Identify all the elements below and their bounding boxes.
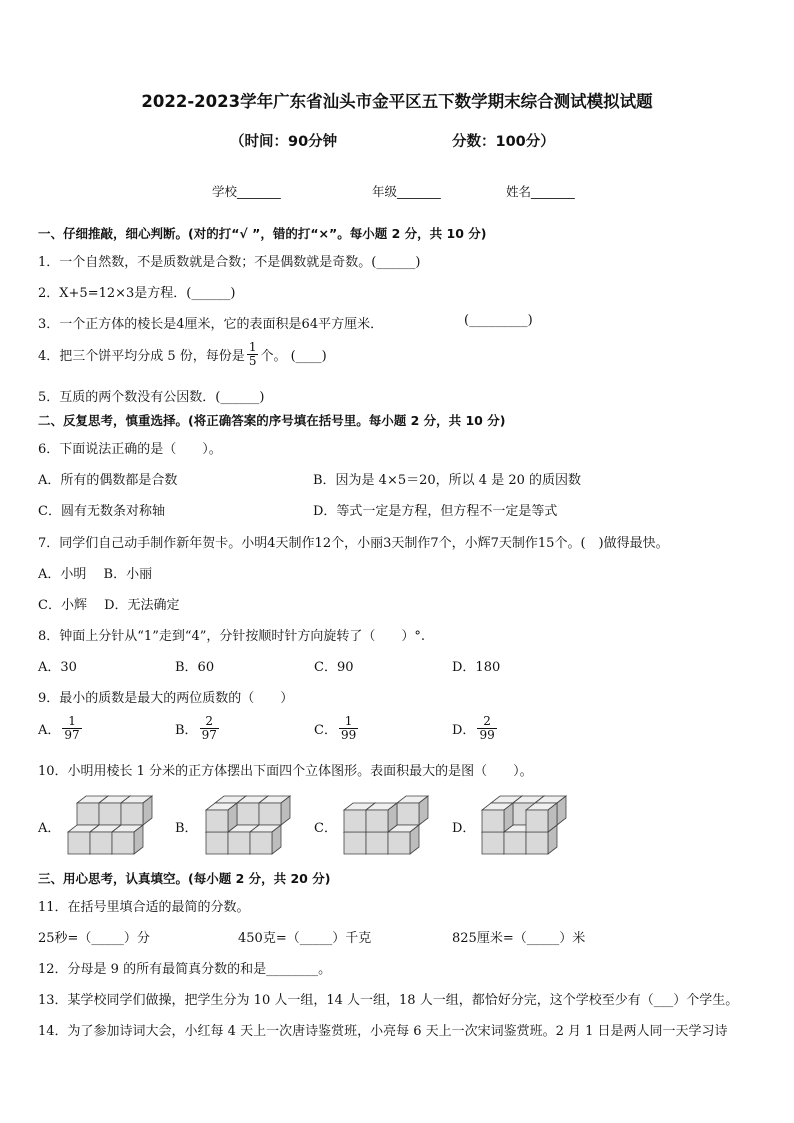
fraction: [339, 715, 358, 742]
fraction-denominator: 99: [340, 728, 357, 742]
section1-heading: 一、仔细推敲，细心判断。(对的打“√ ”，错的打“×”。每小题 2 分，共 10 分): [38, 226, 487, 241]
question-4: [38, 341, 327, 368]
fraction: [62, 715, 81, 742]
question-7: 7．同学们自己动手制作新年贺卡。小明4天制作12个，小丽3天制作7个，小辉7天制作15个。( )做得最快。: [38, 536, 669, 551]
fraction-numerator: 1: [339, 715, 358, 729]
question-10-option-b[interactable]: B．: [175, 821, 198, 836]
cube: [482, 803, 513, 832]
question-7-options-cd[interactable]: C．小辉 D．无法确定: [38, 598, 180, 613]
question-4-tail: 个。 (____): [260, 349, 327, 364]
question-6-option-b[interactable]: B．因为是 4×5＝20，所以 4 是 20 的质因数: [313, 473, 582, 488]
question-8-option-b[interactable]: B．60: [175, 660, 215, 675]
cube-figure-b: [202, 790, 302, 862]
question-8-option-c[interactable]: C．90: [314, 660, 354, 675]
cube: [206, 803, 237, 832]
question-11-blank-b[interactable]: 450克=（_____）千克: [238, 931, 372, 946]
section3-heading: 三、用心思考，认真填空。(每小题 2 分，共 20 分): [38, 871, 331, 886]
question-6-option-c[interactable]: C．圆有无数条对称轴: [38, 504, 165, 519]
question-14: 14．为了参加诗词大会，小红每 4 天上一次唐诗鉴赏班，小亮每 6 天上一次宋词鉴赏班。2 月 1 日是两人同一天学习诗: [38, 1024, 728, 1039]
question-6-option-a[interactable]: A．所有的偶数都是合数: [38, 473, 178, 488]
cube-figure-c: [340, 790, 440, 862]
section2-heading: 二、反复思考，慎重选择。(将正确答案的序号填在括号里。每小题 2 分，共 10 分): [38, 413, 506, 428]
fraction: [477, 715, 496, 742]
cube: [121, 796, 152, 825]
question-8-option-d[interactable]: D．180: [452, 660, 501, 675]
option-letter: C．: [314, 723, 337, 738]
question-8: 8．钟面上分针从“1”走到“4”，分针按顺时针方向旋转了（ ）°.: [38, 629, 426, 644]
fraction-numerator: 1: [248, 340, 257, 354]
question-6: 6．下面说法正确的是（ ）。: [38, 442, 222, 457]
cube: [366, 803, 397, 832]
question-7-options-ab[interactable]: A．小明 B．小丽: [38, 567, 153, 582]
question-9-option-c[interactable]: [314, 715, 360, 742]
question-9-option-a[interactable]: [38, 715, 84, 742]
fraction-numerator: 2: [477, 715, 496, 729]
question-2: 2．X+5=12×3是方程．(______): [38, 286, 236, 301]
question-3: 3．一个正方体的棱长是4厘米，它的表面积是64平方厘米．: [38, 317, 384, 332]
cube: [526, 803, 557, 832]
cube: [250, 825, 281, 854]
cube: [259, 796, 290, 825]
fraction: [247, 341, 259, 368]
question-4-text: 4．把三个饼平均分成 5 份，每份是: [38, 349, 245, 364]
question-10-option-c[interactable]: C．: [314, 821, 337, 836]
cube: [397, 796, 428, 825]
question-12: 12．分母是 9 的所有最简真分数的和是________。: [38, 962, 332, 977]
option-letter: B．: [175, 723, 198, 738]
question-9-option-b[interactable]: [175, 715, 221, 742]
name-field[interactable]: 姓名_______: [506, 184, 575, 199]
question-11: 11．在括号里填合适的最简的分数。: [38, 900, 250, 915]
fraction-numerator: 1: [62, 715, 81, 729]
fraction-denominator: 97: [64, 728, 80, 742]
question-9: 9．最小的质数是最大的两位质数的（ ）: [38, 691, 294, 706]
question-9-option-d[interactable]: [452, 715, 499, 742]
fraction-denominator: 99: [479, 728, 495, 742]
question-8-option-a[interactable]: A．30: [38, 660, 77, 675]
question-11-blank-c[interactable]: 825厘米=（_____）米: [452, 931, 586, 946]
question-5: 5．互质的两个数没有公因数．(______): [38, 390, 265, 405]
question-11-blank-a[interactable]: 25秒=（_____）分: [38, 931, 150, 946]
question-13: 13．某学校同学们做操，把学生分为 10 人一组，14 人一组，18 人一组，都恰好分完，这个学校至少有（___）个学生。: [38, 993, 739, 1008]
question-10-option-d[interactable]: D．: [452, 821, 476, 836]
fraction: [200, 715, 219, 742]
fraction-numerator: 2: [200, 715, 219, 729]
cube: [112, 825, 143, 854]
score-label: 分数：100分）: [452, 134, 555, 150]
school-field[interactable]: 学校_______: [212, 184, 281, 199]
cube: [388, 825, 419, 854]
cube-figure-a: [64, 790, 164, 862]
question-6-option-d[interactable]: D．等式一定是方程，但方程不一定是等式: [313, 504, 558, 519]
option-letter: D．: [452, 723, 476, 738]
cube-figure-d: [478, 790, 578, 862]
question-1: 1．一个自然数，不是质数就是合数；不是偶数就是奇数。(______): [38, 255, 421, 270]
question-10-option-a[interactable]: A．: [38, 821, 61, 836]
exam-title: 2022-2023学年广东省汕头市金平区五下数学期末综合测试模拟试题: [141, 92, 653, 111]
fraction-denominator: 5: [248, 354, 257, 368]
question-3-blank[interactable]: (_________): [464, 313, 533, 328]
grade-field[interactable]: 年级_______: [372, 184, 441, 199]
option-letter: A．: [38, 723, 61, 738]
question-10: 10．小明用棱长 1 分米的正方体摆出下面四个立体图形。表面积最大的是图（ ）。: [38, 764, 533, 779]
time-label: （时间：90分钟: [230, 134, 338, 150]
fraction-denominator: 97: [201, 728, 217, 742]
